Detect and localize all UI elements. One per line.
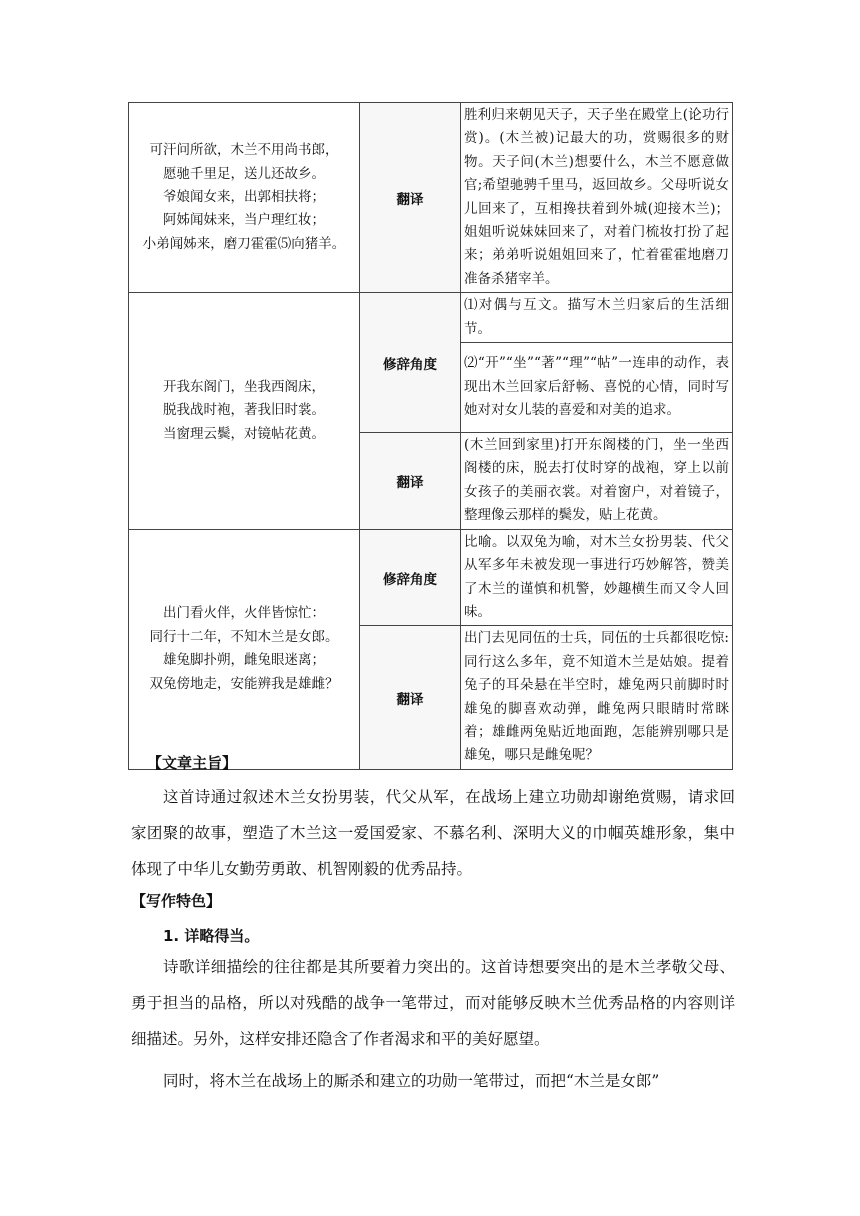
features-heading: 【写作特色】 bbox=[131, 892, 222, 910]
translation-text: 出门去见同伍的士兵，同伍的士兵都很吃惊:同行这么多年，竟不知道木兰是姑娘。提着兔子的耳朵悬在半空时，雄兔两只前脚时时雄兔的脚喜欢动弹，雌兔两只眼睛时常眯着；雄雌两兔贴近地面跑，怎能辨别哪只是雄兔，哪只是雌兔呢？ bbox=[461, 626, 733, 769]
label-rhetoric: 修辞角度 bbox=[360, 293, 461, 433]
label-translation: 翻译 bbox=[360, 433, 461, 530]
poem-cell bbox=[129, 293, 360, 529]
poem-line: 同行十二年，不知木兰是女郎。 bbox=[149, 628, 339, 645]
theme-heading: 【文章主旨】 bbox=[147, 754, 238, 772]
poem-line: 小弟闻姊来，磨刀霍霍⑸向猪羊。 bbox=[142, 235, 346, 252]
table-row bbox=[129, 293, 733, 343]
poem-line: 爷娘闻女来，出郭相扶将； bbox=[163, 188, 325, 205]
translation-table bbox=[128, 102, 733, 770]
label-translation: 翻译 bbox=[360, 103, 461, 293]
rhetoric-text: 比喻。以双兔为喻，对木兰女扮男装、代父从军多年未被发现一事进行巧妙解答，赞美了木兰的谨慎和机警，妙趣横生而又令人回味。 bbox=[461, 529, 733, 626]
feature-point-1: 1. 详略得当。 bbox=[163, 927, 260, 945]
poem-line: 开我东阁门，坐我西阁床， bbox=[163, 378, 325, 395]
table-row bbox=[129, 529, 733, 626]
label-rhetoric: 修辞角度 bbox=[360, 529, 461, 626]
poem-line: 可汗问所欲，木兰不用尚书郎， bbox=[149, 142, 339, 159]
feature-paragraph-1: 诗歌详细描绘的往往都是其所要着力突出的。这首诗想要突出的是木兰孝敬父母、勇于担当的品格，所以对残酷的战争一笔带过，而对能够反映木兰优秀品格的内容则详细描述。另外，这样安排还隐含了作者渴求和平的美好愿望。 bbox=[131, 958, 735, 1048]
poem-line: 出门看火伴，火伴皆惊忙： bbox=[163, 605, 325, 622]
poem-line: 愿驰千里足，送儿还故乡。 bbox=[163, 165, 325, 182]
feature-paragraph-2: 同时，将木兰在战场上的厮杀和建立的功勋一笔带过，而把“木兰是女郎” bbox=[163, 1072, 660, 1090]
label-translation: 翻译 bbox=[360, 626, 461, 769]
rhetoric-text: ⑴对偶与互文。描写木兰归家后的生活细节。 bbox=[461, 293, 733, 343]
translation-text: (木兰回到家里)打开东阁楼的门，坐一坐西阁楼的床，脱去打仗时穿的战袍，穿上以前女孩子的美丽衣裳。对着窗户，对着镜子，整理像云那样的鬓发，贴上花黄。 bbox=[461, 433, 733, 530]
theme-paragraph: 这首诗通过叙述木兰女扮男装，代父从军，在战场上建立功勋却谢绝赏赐，请求回家团聚的故事，塑造了木兰这一爱国爱家、不慕名利、深明大义的巾帼英雄形象，集中体现了中华儿女勤劳勇敢、机智刚毅的优秀品持。 bbox=[131, 788, 735, 878]
table-row bbox=[129, 103, 733, 293]
poem-line: 脱我战时袍，著我旧时裳。 bbox=[163, 402, 325, 419]
poem-line: 阿姊闻妹来，当户理红妆； bbox=[163, 212, 325, 229]
poem-line: 双兔傍地走，安能辨我是雄雌？ bbox=[149, 675, 339, 692]
rhetoric-text: ⑵“开”“坐”“著”“理”“帖”一连串的动作，表现出木兰回家后舒畅、喜悦的心情，同时写她对对女儿装的喜爱和对美的追求。 bbox=[461, 343, 733, 433]
poem-cell bbox=[129, 103, 360, 293]
translation-text: 胜利归来朝见天子，天子坐在殿堂上(论功行赏)。(木兰被)记最大的功，赏赐很多的财物。天子问(木兰)想要什么，木兰不愿意做官;希望驰骋千里马，返回故乡。父母听说女儿回来了，互相搀扶着到外城(迎接木兰)；姐姐听说妹妹回来了，对着门梳妆打扮了起来；弟弟听说姐姐回来了，忙着霍霍地磨刀准备杀猪宰羊。 bbox=[461, 103, 733, 293]
poem-line: 雄兔脚扑朔，雌兔眼迷离； bbox=[163, 652, 325, 669]
poem-cell bbox=[129, 529, 360, 769]
poem-line: 当窗理云鬓，对镜帖花黄。 bbox=[163, 425, 325, 442]
